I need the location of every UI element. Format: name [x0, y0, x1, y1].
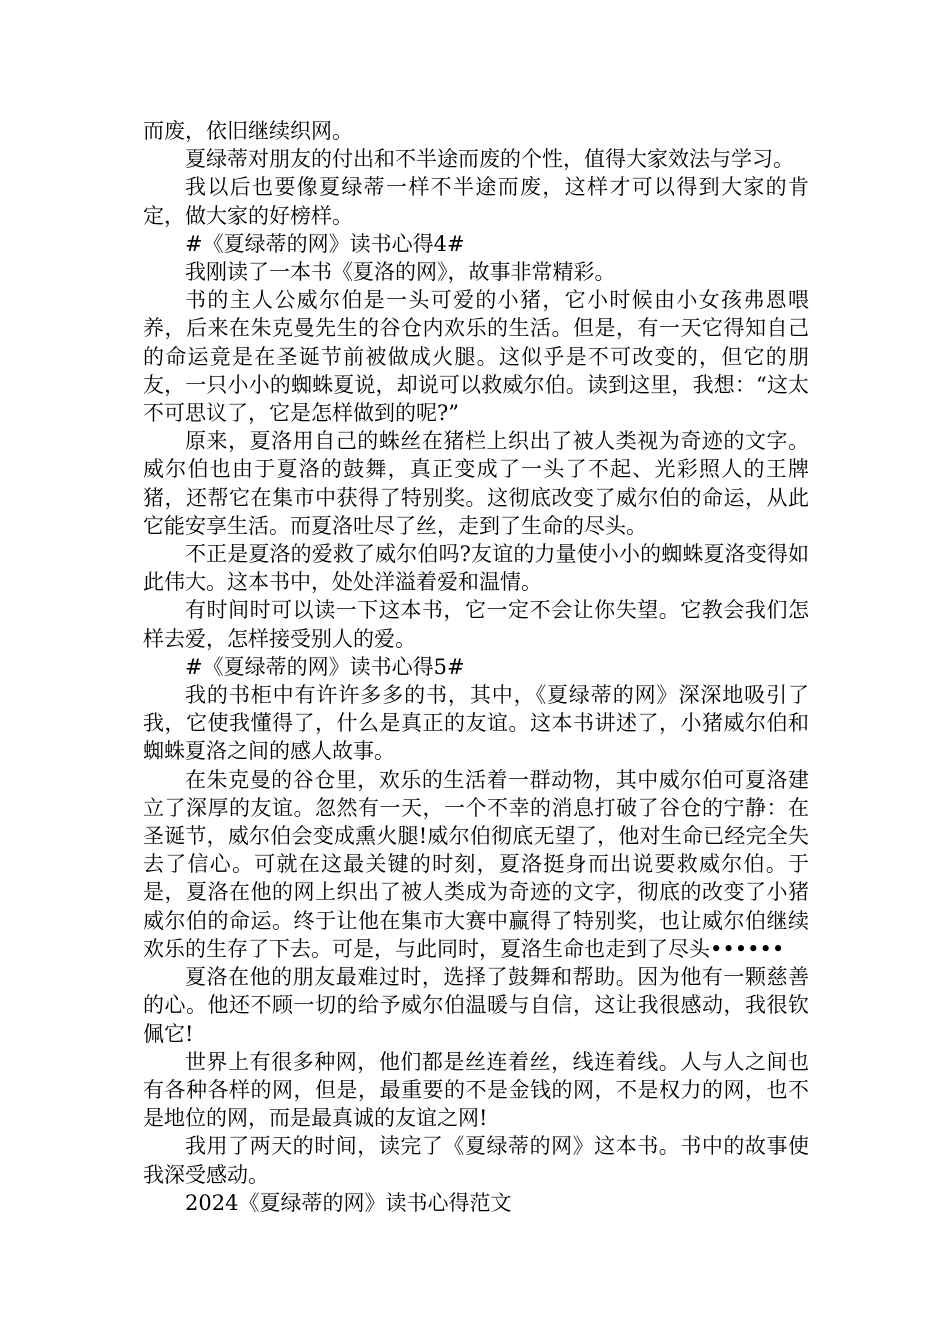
section-heading: #《夏绿蒂的网》读书心得4# — [185, 231, 465, 256]
paragraph: 不正是夏洛的爱救了威尔伯吗?友谊的力量使小小的蜘蛛夏洛变得如此伟大。这本书中，处处洋溢着爱和温情。 — [143, 542, 809, 595]
document-body — [143, 117, 809, 1217]
paragraph: 夏洛在他的朋友最难过时，选择了鼓舞和帮助。因为他有一颗慈善的心。他还不顾一切的给予威尔伯温暖与自信，这让我很感动，我很钦佩它! — [143, 965, 809, 1046]
paragraph: 世界上有很多种网，他们都是丝连着丝，线连着线。人与人之间也有各种各样的网，但是，最重要的不是金钱的网，不是权力的网，也不是地位的网，而是最真诚的友谊之网! — [143, 1049, 809, 1131]
paragraph: 原来，夏洛用自己的蛛丝在猪栏上织出了被人类视为奇迹的文字。威尔伯也由于夏洛的鼓舞，真正变成了一头了不起、光彩照人的王牌猪，还帮它在集市中获得了特别奖。这彻底改变了威尔伯的命运，从此它能安享生活。而夏洛吐尽了丝，走到了生命的尽头。 — [143, 429, 809, 538]
section-heading: #《夏绿蒂的网》读书心得5# — [185, 654, 465, 679]
paragraph: 我以后也要像夏绿蒂一样不半途而废，这样才可以得到大家的肯定，做大家的好榜样。 — [143, 175, 809, 228]
paragraph: 书的主人公威尔伯是一头可爱的小猪，它小时候由小女孩弗恩喂养，后来在朱克曼先生的谷仓内欢乐的生活。但是，有一天它得知自己的命运竟是在圣诞节前被做成火腿。这似乎是不可改变的，但它的朋友，一只小小的蜘蛛夏说，却说可以救威尔伯。读到这里，我想：“这太不可思议了，它是怎样做到的呢?” — [143, 288, 809, 426]
section-heading: 2024《夏绿蒂的网》读书心得范文 — [185, 1190, 512, 1215]
paragraph: 有时间时可以读一下这本书，它一定不会让你失望。它教会我们怎样去爱，怎样接受别人的爱。 — [143, 598, 809, 651]
paragraph: 我用了两天的时间，读完了《夏绿蒂的网》这本书。书中的故事使我深受感动。 — [143, 1134, 809, 1187]
paragraph-continuation: 而废，依旧继续织网。 — [143, 119, 353, 143]
paragraph: 在朱克曼的谷仓里，欢乐的生活着一群动物，其中威尔伯可夏洛建立了深厚的友谊。忽然有一天，一个不幸的消息打破了谷仓的宁静：在圣诞节，威尔伯会变成熏火腿!威尔伯彻底无望了，他对生命已经完全失去了信心。可就在这最关键的时刻，夏洛挺身而出说要救威尔伯。于是，夏洛在他的网上织出了被人类成为奇迹的文字，彻底的改变了小猪威尔伯的命运。终于让他在集市大赛中赢得了特别奖，也让威尔伯继续欢乐的生存了下去。可是，与此同时，夏洛生命也走到了尽头•••••• — [143, 767, 809, 961]
paragraph: 我的书柜中有许许多多的书，其中，《夏绿蒂的网》深深地吸引了我，它使我懂得了，什么是真正的友谊。这本书讲述了，小猪威尔伯和蜘蛛夏洛之间的感人故事。 — [143, 683, 809, 764]
paragraph: 我刚读了一本书《夏洛的网》，故事非常精彩。 — [185, 260, 616, 285]
paragraph: 夏绿蒂对朋友的付出和不半途而废的个性，值得大家效法与学习。 — [185, 147, 794, 172]
